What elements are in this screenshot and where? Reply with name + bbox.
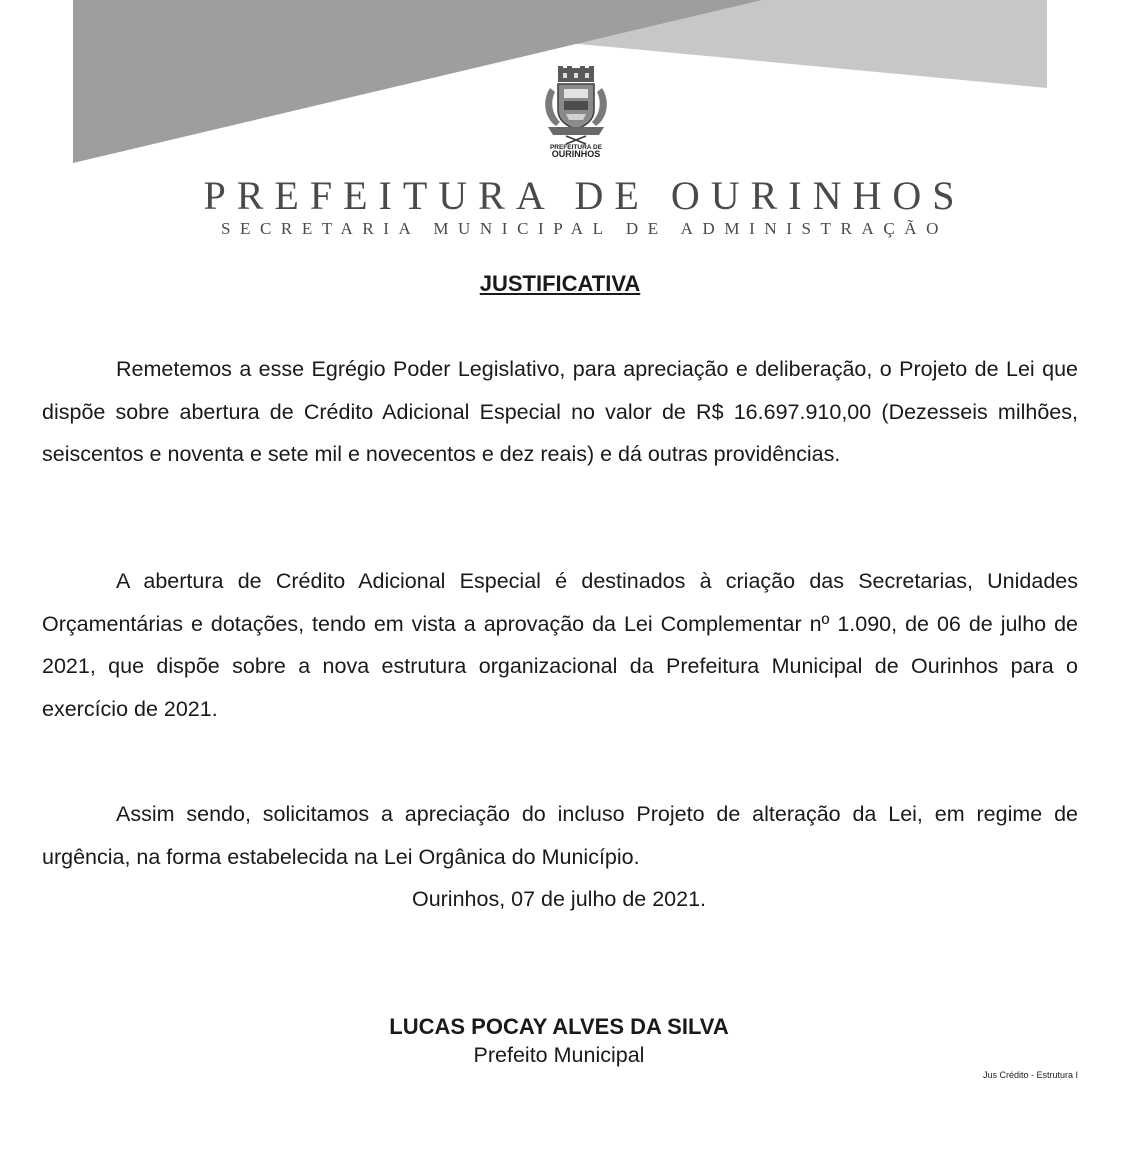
signer-role: Prefeito Municipal <box>473 1043 645 1067</box>
signer-name: LUCAS POCAY ALVES DA SILVA <box>389 1014 729 1039</box>
organization-subtitle: SECRETARIA MUNICIPAL DE ADMINISTRAÇÃO <box>220 219 949 238</box>
ourinhos-coat-of-arms-icon <box>536 64 616 158</box>
body-paragraph-purpose: A abertura de Crédito Adicional Especial é destinados à criação das Secretarias, Unidades Orçamentárias e dotações, tendo em vista a aprovação da Lei Complementar nº 1.090, de 06 de julho de 2021, que dispõe sobre a nova estrutura organizacional da Prefeitura Municipal de Ourinhos para o exercício de 2021. <box>42 569 1078 721</box>
organization-name: PREFEITURA DE OURINHOS <box>203 173 966 218</box>
crest-caption-small: PREFEITURA DE <box>549 144 603 151</box>
body-paragraph-urgency: Assim sendo, solicitamos a apreciação do incluso Projeto de alteração da Lei, em regime de urgência, na forma estabelecida na Lei Orgânica do Município. <box>42 802 1078 869</box>
place-date-line: Ourinhos, 07 de julho de 2021. <box>411 887 707 911</box>
crest-caption-large: OURINHOS <box>551 149 601 158</box>
document-title: JUSTIFICATIVA <box>479 271 641 296</box>
file-reference: Jus Crédito - Estrutura I <box>982 1070 1078 1080</box>
body-paragraph-request: Remetemos a esse Egrégio Poder Legislativo, para apreciação e deliberação, o Projeto de Lei que dispõe sobre abertura de Crédito Adicional Especial no valor de R$ 16.697.910,00 (Dezesseis milhões, seiscentos e noventa e sete mil e novecentos e dez reais) e dá outras providências. <box>42 357 1078 466</box>
